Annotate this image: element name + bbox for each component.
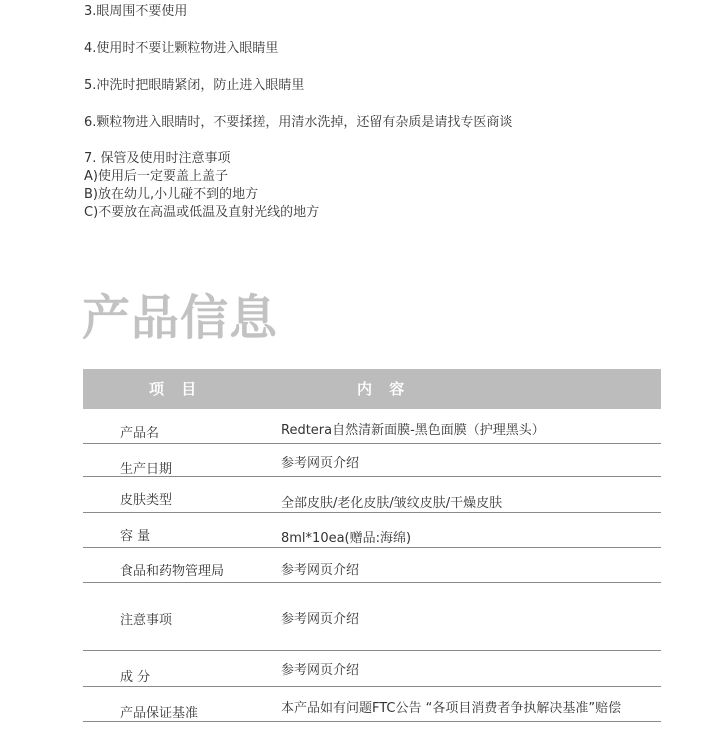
row-value: Redtera自然清新面膜-黑色面膜（护理黑头） — [281, 423, 545, 438]
table-header — [83, 369, 661, 409]
row-value: 参考网页介绍 — [281, 563, 360, 578]
note-6: 6.颗粒物进入眼睛时，不要揉搓，用清水洗掉，还留有杂质是请找专医商谈 — [84, 115, 513, 130]
table-row — [83, 477, 661, 513]
header-item: 项 目 — [149, 380, 203, 398]
row-value: 参考网页介绍 — [281, 456, 360, 471]
table-row — [83, 444, 661, 477]
table-row — [83, 513, 661, 548]
table-row — [83, 651, 661, 687]
row-value: 参考网页介绍 — [281, 612, 360, 627]
product-info-table — [83, 369, 661, 722]
care-item: A)使用后一定要盖上盖子 — [84, 169, 228, 184]
care-item: C)不要放在高温或低温及直射光线的地方 — [84, 205, 320, 220]
row-label: 产品保证基准 — [120, 706, 199, 721]
table-row — [83, 548, 661, 583]
care-item: B)放在幼儿,小儿碰不到的地方 — [84, 187, 259, 202]
table-row — [83, 687, 661, 722]
row-label: 生产日期 — [120, 462, 173, 477]
note-5: 5.冲洗时把眼睛紧闭，防止进入眼睛里 — [84, 78, 305, 93]
row-label: 产品名 — [120, 426, 160, 441]
row-label: 食品和药物管理局 — [120, 564, 225, 579]
row-label: 皮肤类型 — [120, 493, 173, 508]
row-value: 全部皮肤/老化皮肤/皱纹皮肤/干燥皮肤 — [281, 496, 503, 511]
row-label: 成 分 — [120, 670, 151, 685]
row-value: 本产品如有问题FTC公告 “各项目消费者争执解决基准”赔偿 — [281, 701, 622, 716]
section-title: 产品信息 — [82, 290, 279, 346]
table-row — [83, 409, 661, 444]
care-notes — [84, 150, 319, 222]
row-label: 注意事项 — [120, 613, 173, 628]
note-3: 3.眼周围不要使用 — [84, 4, 188, 19]
table-row — [83, 583, 661, 651]
row-label: 容 量 — [120, 529, 151, 544]
note-4: 4.使用时不要让颗粒物进入眼睛里 — [84, 41, 279, 56]
care-title: 7. 保管及使用时注意事项 — [84, 151, 231, 166]
row-value: 参考网页介绍 — [281, 663, 360, 678]
header-content: 内 容 — [357, 380, 411, 398]
row-value: 8ml*10ea(赠品:海绵) — [281, 531, 412, 546]
